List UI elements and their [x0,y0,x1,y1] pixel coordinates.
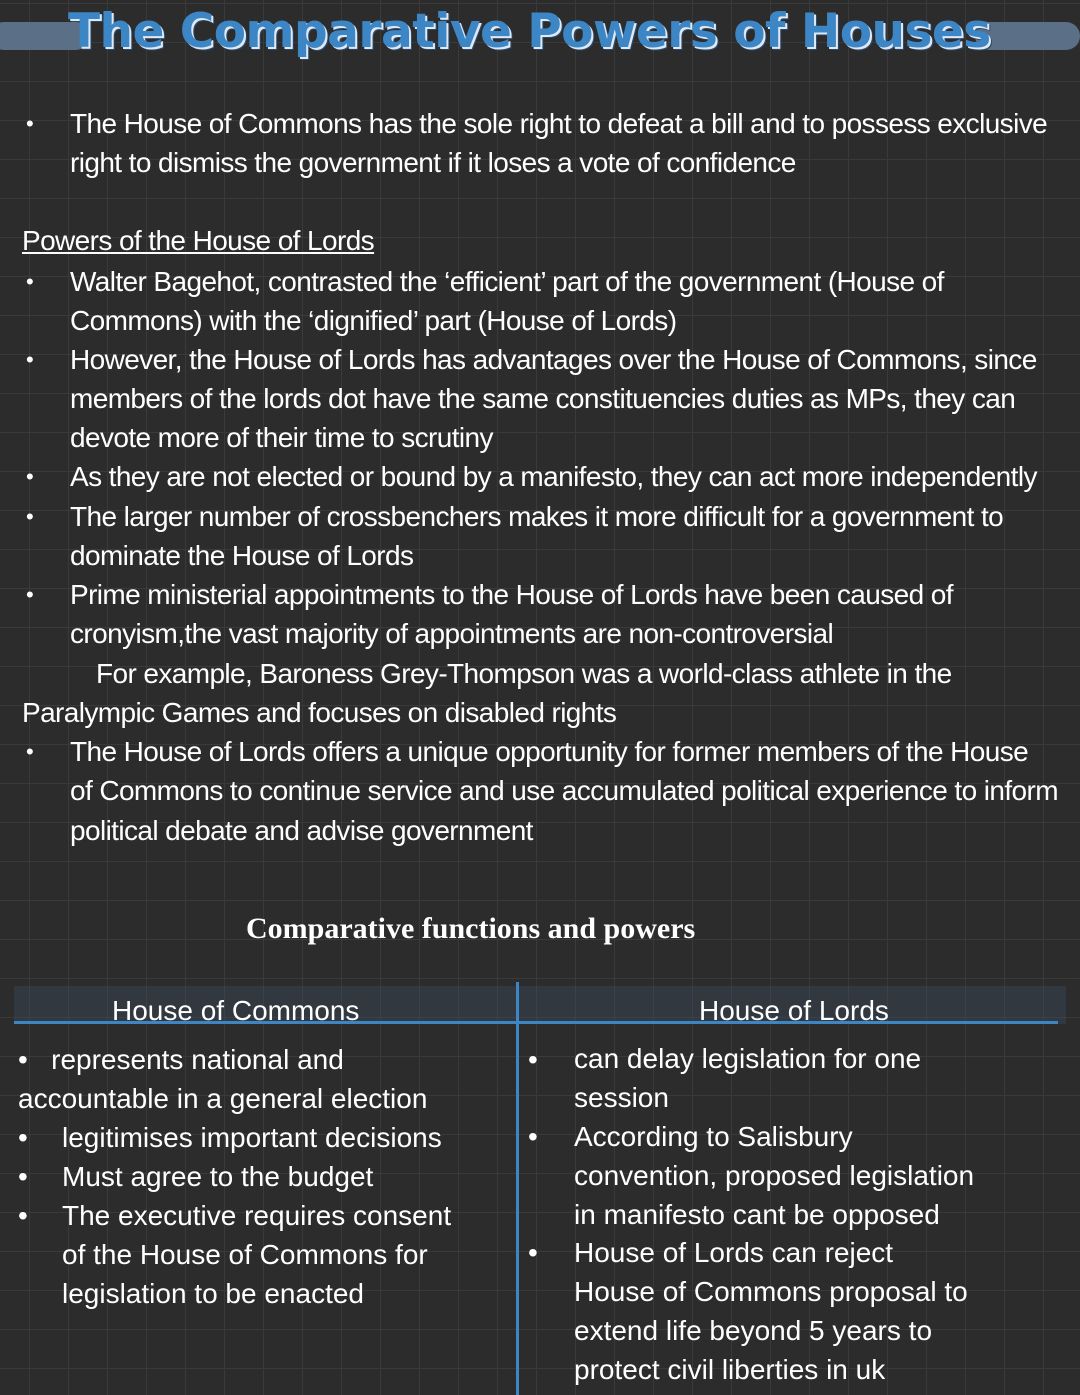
lords-line: can delay legislation for one [574,1043,922,1074]
lords-line: extend life beyond 5 years to [574,1315,933,1346]
point-line: However, the House of Lords has advantages over the House of Commons, since [70,344,1037,375]
bullet: • [26,504,34,529]
bullet: • [18,1161,28,1192]
point-line: political debate and advise government [70,815,533,846]
commons-header: House of Commons [112,995,360,1026]
commons-cell: • represents national and [18,1044,344,1075]
commons-line: accountable in a general election [18,1083,428,1114]
commons-line: legitimises important decisions [62,1122,442,1153]
point-line: dominate the House of Lords [70,540,414,571]
point-line: The House of Lords offers a unique opportunity for former members of the House [70,736,1029,767]
lords-heading: Powers of the House of Lords [22,225,375,256]
point-line: of Commons to continue service and use accumulated political experience to inform [70,775,1058,806]
bullet: • [26,111,34,136]
page-title: The Comparative Powers of Houses [68,4,991,59]
point-line: Commons) with the ‘dignified’ part (House of Lords) [70,305,677,336]
bullet: • [528,1121,538,1152]
point-line: Walter Bagehot, contrasted the ‘efficient’ part of the government (House of [70,266,944,297]
commons-line: legislation to be enacted [62,1278,364,1309]
bullet: • [26,739,34,764]
point-line: The larger number of crossbenchers makes it more difficult for a government to [70,501,1004,532]
point-line: cronyism,the vast majority of appointments are non-controversial [70,618,834,649]
intro-line: The House of Commons has the sole right to defeat a bill and to possess exclusive [70,108,1048,139]
lords-line: House of Lords can reject [574,1237,894,1268]
commons-line: represents national and [51,1044,344,1075]
lords-line: protect civil liberties in uk [574,1354,886,1385]
point-line: members of the lords dot have the same constituencies duties as MPs, they can [70,383,1016,414]
commons-line: of the House of Commons for [62,1239,428,1270]
bullet: • [26,347,34,372]
bullet: • [528,1044,538,1075]
table-column-divider [516,982,519,1395]
lords-line: in manifesto cant be opposed [574,1199,940,1230]
bullet: • [26,269,34,294]
bullet: • [26,582,34,607]
point-line: Prime ministerial appointments to the House of Lords have been caused of [70,579,953,610]
point-line: As they are not elected or bound by a manifesto, they can act more independently [70,461,1037,492]
bullet: • [18,1122,28,1153]
commons-line: Must agree to the budget [62,1161,374,1192]
lords-line: According to Salisbury [574,1121,853,1152]
lords-line: session [574,1082,669,1113]
commons-line: The executive requires consent [62,1200,452,1231]
example-line: For example, Baroness Grey-Thompson was a world-class athlete in the [96,658,952,689]
lords-line: House of Commons proposal to [574,1276,968,1307]
intro-line: right to dismiss the government if it loses a vote of confidence [70,147,796,178]
table-title: Comparative functions and powers [246,912,696,945]
lords-line: convention, proposed legislation [574,1160,975,1191]
bullet: • [26,464,34,489]
example-line: Paralympic Games and focuses on disabled rights [22,697,617,728]
lords-header: House of Lords [699,995,889,1026]
point-line: devote more of their time to scrutiny [70,422,493,453]
bullet: • [18,1200,28,1231]
bullet: • [528,1237,538,1268]
